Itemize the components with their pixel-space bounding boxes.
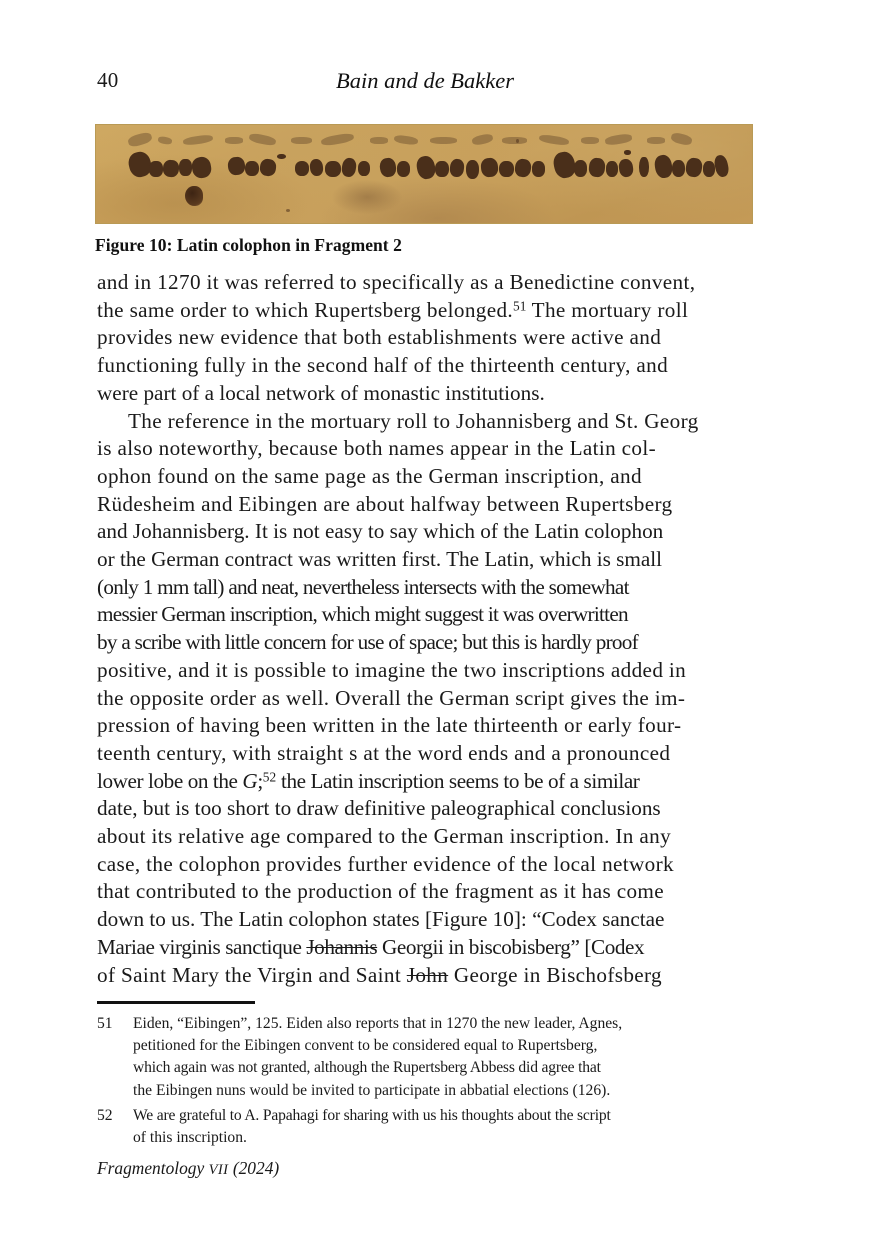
text-line (97, 297, 753, 325)
footnote-separator-rule (97, 1001, 255, 1004)
text-line: the opposite order as well. Overall the German script gives the im- (97, 685, 686, 710)
faded-upper-script (122, 131, 726, 147)
text-line: case, the colophon provides further evidence of the local network (97, 851, 674, 876)
text-line: down to us. The Latin colophon states [Figure 10]: “Codex sanctae (97, 907, 665, 932)
text-line: Eiden, “Eibingen”, 125. Eiden also reports that in 1270 the new leader, Agnes, (133, 1015, 623, 1032)
struck-word-johannis: Johannis (306, 934, 378, 959)
text-run: the same order to which Rupertsberg belonged. (97, 297, 514, 322)
text-line: of this inscription. (133, 1129, 247, 1147)
journal-volume: VII (208, 1162, 229, 1178)
text-line-with-italic-G (97, 768, 753, 796)
text-run: the Latin inscription seems to be of a similar (276, 768, 640, 793)
latin-colophon-script (129, 150, 733, 179)
italic-letter-g: G (242, 768, 258, 793)
text-line: (only 1 mm tall) and neat, nevertheless intersects with the somewhat (97, 574, 629, 599)
text-line: the Eibingen nuns would be invited to participate in abbatial elections (126). (133, 1081, 611, 1099)
footnote-marker-51[interactable]: 51 (513, 298, 527, 314)
text-line: provides new evidence that both establishments were active and (97, 325, 662, 350)
text-line: were part of a local network of monastic institutions. (97, 380, 545, 405)
footnote-marker-52[interactable]: 52 (262, 769, 277, 785)
text-line: which again was not granted, although the Rupertsberg Abbess did agree that (133, 1059, 601, 1077)
ink-blot (185, 186, 203, 206)
paragraph-2 (97, 408, 753, 990)
text-line: Rüdesheim and Eibingen are about halfway between Rupertsberg (97, 491, 673, 516)
page-footer (97, 1158, 279, 1179)
body-text (97, 269, 753, 989)
footnote-52 (97, 1105, 753, 1149)
journal-name: Fragmentology (97, 1158, 205, 1178)
footnotes-area (97, 1013, 753, 1152)
paragraph-1 (97, 269, 753, 408)
footnote-51 (97, 1013, 753, 1102)
text-line: date, but is too short to draw definitive paleographical conclusions (97, 796, 661, 821)
figure-block (95, 124, 753, 256)
text-run: Georgii in biscobisberg” [Codex (377, 934, 645, 959)
ink-speck (516, 139, 519, 143)
footnote-number: 52 (97, 1106, 113, 1124)
text-line: about its relative age compared to the German inscription. In any (97, 824, 672, 849)
text-line: We are grateful to A. Papahagi for sharing with us his thoughts about the script (133, 1106, 611, 1124)
text-line: The reference in the mortuary roll to Johannisberg and St. Georg (128, 408, 699, 433)
footnote-body (133, 1013, 753, 1102)
text-run: The mortuary roll (526, 297, 689, 322)
struck-word-john: John (406, 962, 449, 987)
text-line: messier German inscription, which might suggest it was overwritten (97, 602, 628, 627)
text-line: by a scribe with little concern for use of space; but this is hardly proof (97, 630, 638, 655)
parchment-stain (332, 180, 402, 214)
text-run: ; (257, 768, 263, 793)
text-line: is also noteworthy, because both names appear in the Latin col- (97, 436, 657, 461)
text-run: of Saint Mary the Virgin and Saint (97, 962, 407, 987)
figure-image-latin-colophon (95, 124, 753, 224)
text-line-with-strikethrough (97, 962, 753, 990)
text-run: lower lobe on the (97, 768, 243, 793)
footnote-body (133, 1105, 753, 1149)
footnote-number: 51 (97, 1015, 113, 1032)
text-line: teenth century, with straight s at the word ends and a pronounced (97, 740, 671, 765)
text-line: and Johannisberg. It is not easy to say which of the Latin colophon (97, 519, 664, 544)
running-head-title: Bain and de Bakker (335, 68, 515, 93)
text-line: or the German contract was written first. The Latin, which is small (97, 547, 663, 572)
text-line: petitioned for the Eibingen convent to be considered equal to Rupertsberg, (133, 1037, 598, 1055)
text-run: George in Bischofsberg (448, 962, 662, 987)
text-line: positive, and it is possible to imagine the two inscriptions added in (97, 657, 687, 682)
text-line: pression of having been written in the late thirteenth or early four- (97, 713, 682, 738)
text-line: and in 1270 it was referred to specifically as a Benedictine convent, (97, 270, 696, 294)
text-line: that contributed to the production of the fragment as it has come (97, 879, 664, 904)
journal-year: (2024) (232, 1158, 280, 1178)
running-head (97, 68, 753, 98)
text-line-with-strikethrough (97, 934, 753, 962)
text-run: Mariae virginis sanctique (97, 934, 307, 959)
text-line: ophon found on the same page as the German inscription, and (97, 463, 642, 488)
page-number: 40 (97, 68, 119, 92)
text-line: functioning fully in the second half of the thirteenth century, and (97, 353, 669, 378)
figure-caption: Figure 10: Latin colophon in Fragment 2 (95, 235, 402, 255)
